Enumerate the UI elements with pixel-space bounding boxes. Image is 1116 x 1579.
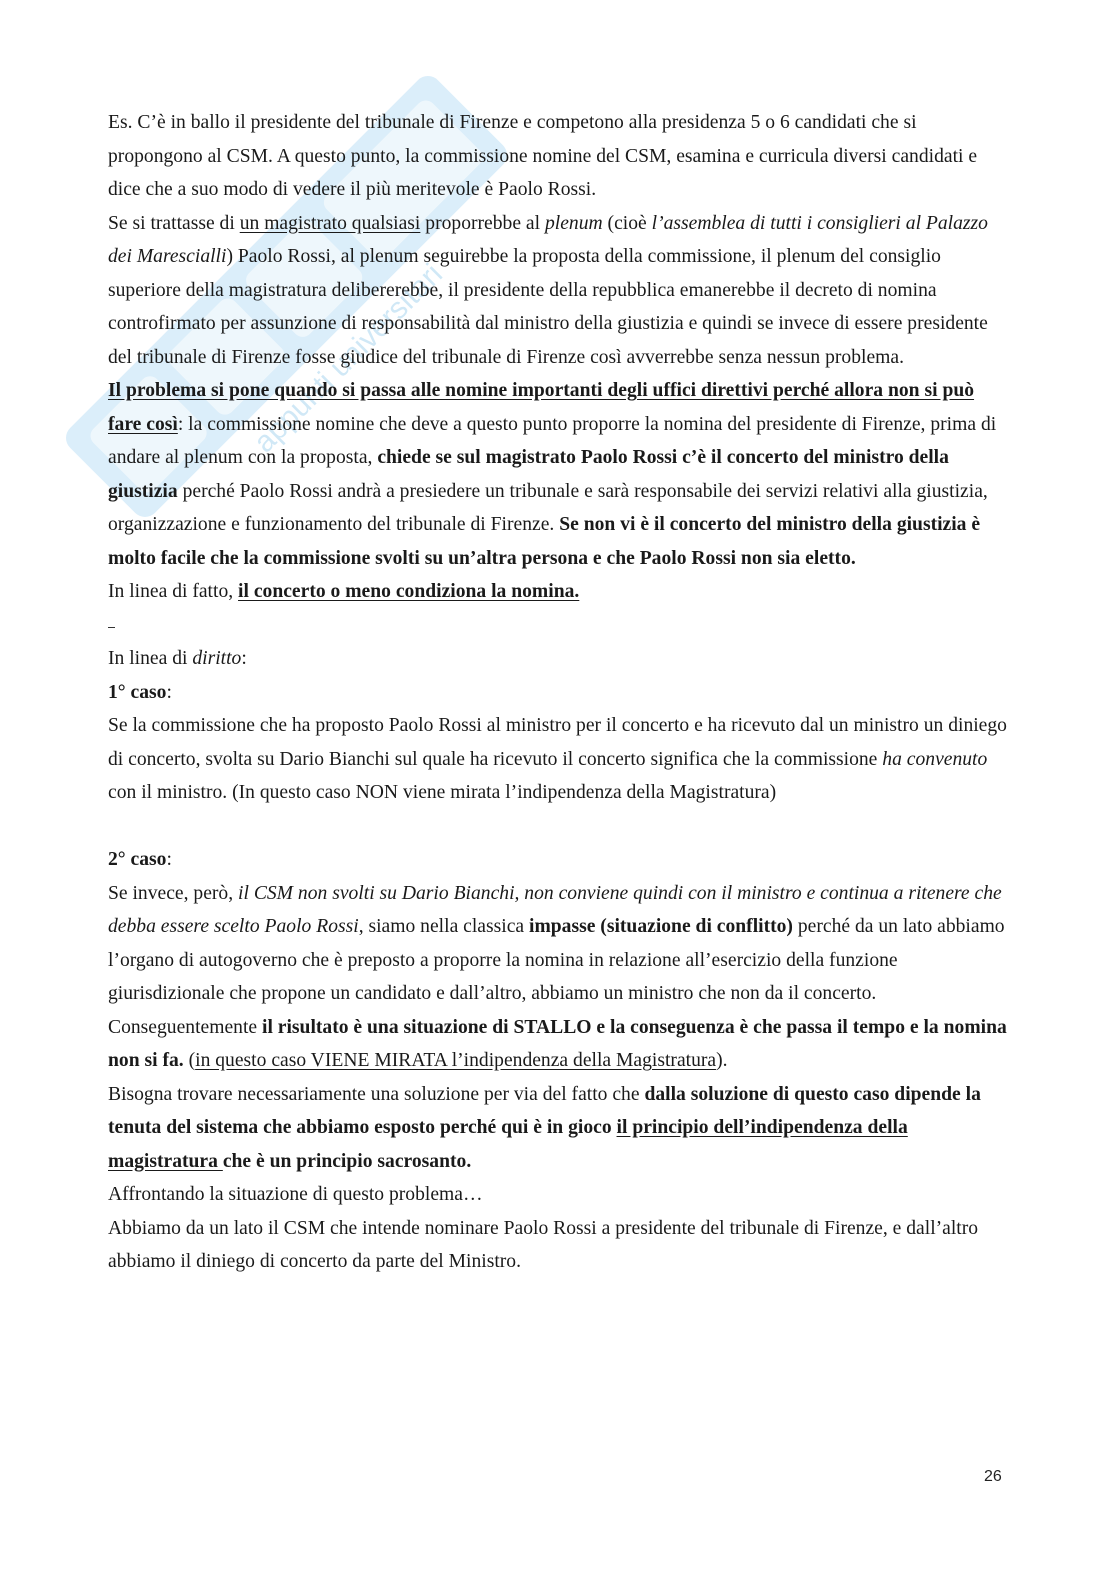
paragraph-solution: Bisogna trovare necessariamente una soluzione per via del fatto che dalla soluzione di questo caso dipende la tenuta del sistema che abbiamo esposto perché qui è in gioco il principio dell’indipendenza della magistratura che è un principio sacrosanto. (108, 1083, 981, 1172)
watermark-text: appunti universitari (247, 257, 450, 460)
paragraph-case-1: Se la commissione che ha proposto Paolo Rossi al ministro per il concerto e ha ricevuto dal un ministro un diniego di concerto, svolta su Dario Bianchi sul quale ha ricevuto il concerto significa che la commissione ha convenuto con il ministro. (In questo caso NON viene mirata l’indipendenza della Magistratura) (108, 715, 1007, 803)
page-number: 26 (984, 1468, 1002, 1485)
document-body (108, 106, 1008, 1279)
stray-dash-mark (108, 609, 1008, 643)
paragraph-case-2: Se invece, però, il CSM non svolti su Dario Bianchi, non conviene quindi con il ministro e continua a ritenere che debba essere scelto Paolo Rossi, siamo nella classica impasse (situazione di conflitto) perché da un lato abbiamo l’organo di autogoverno che è preposto a proporre la nomina in relazione all’esercizio della funzione giurisdizionale che propone un candidato e dall’altro, abbiamo un ministro che non da il concerto. Conseguentemente il risultato è una situazione di STALLO e la conseguenza è che passa il tempo e la nomina non si fa. (in questo caso VIENE MIRATA l’indipendenza della Magistratura). (108, 882, 1007, 1071)
paragraph-facing: Affrontando la situazione di questo problema… (108, 1184, 483, 1205)
paragraph-conclusion: Abbiamo da un lato il CSM che intende nominare Paolo Rossi a presidente del tribunale di Firenze, e dall’altro abbiamo il diniego di concerto da parte del Ministro. (108, 1217, 979, 1272)
paragraph-example: Es. C’è in ballo il presidente del tribunale di Firenze e competono alla presidenza 5 o 6 candidati che si propongono al CSM. A questo punto, la commissione nomine del CSM, esamina e curricula diversi candidati e dice che a suo modo di vedere il più meritevole è Paolo Rossi. (108, 112, 978, 200)
paragraph-fact: In linea di fatto, il concerto o meno condiziona la nomina. (108, 581, 580, 602)
paragraph-problem: Il problema si pone quando si passa alle nomine importanti degli uffici direttivi perché allora non si può fare così: la commissione nomine che deve a questo punto proporre la nomina del presidente di Firenze, prima di andare al plenum con la proposta, chiede se sul magistrato Paolo Rossi c’è il concerto del ministro della giustizia perché Paolo Rossi andrà a presiedere un tribunale e sarà responsabile dei servizi relativi alla giustizia, organizzazione e funzionamento del tribunale di Firenze. Se non vi è il concerto del ministro della giustizia è molto facile che la commissione svolti su un’altra persona e che Paolo Rossi non sia eletto. (108, 380, 997, 569)
case-1-heading: 1° caso: (108, 681, 172, 703)
case-2-heading: 2° caso: (108, 849, 172, 870)
paragraph-plenum: Se si trattasse di un magistrato qualsiasi proporrebbe al plenum (cioè l’assemblea di tutti i consiglieri al Palazzo dei Marescialli) Paolo Rossi, al plenum seguirebbe la proposta della commissione, il plenum del consiglio superiore della magistratura delibererebbe, il presidente della repubblica emanerebbe il decreto di nomina controfirmato per assunzione di responsabilità dal ministro della giustizia e quindi se invece di essere presidente del tribunale di Firenze fosse giudice del tribunale di Firenze così avverrebbe senza nessun problema. (108, 212, 988, 368)
blank-line (108, 810, 1008, 844)
paragraph-law: In linea di diritto: (108, 648, 247, 669)
